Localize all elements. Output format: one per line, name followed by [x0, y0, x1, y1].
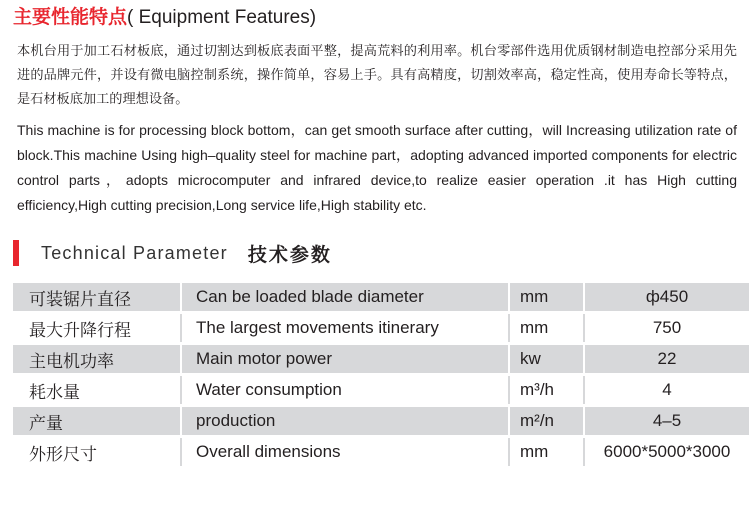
param-unit: mm — [508, 314, 583, 342]
param-name-en: The largest movements itinerary — [180, 314, 508, 342]
technical-heading — [13, 238, 332, 268]
table-row — [13, 438, 749, 466]
parameter-table — [13, 280, 749, 469]
table-row — [13, 283, 749, 311]
param-name-en: production — [180, 407, 508, 435]
param-name-zh: 外形尺寸 — [29, 444, 97, 465]
param-name-en: Overall dimensions — [180, 438, 508, 466]
features-description-zh: 本机台用于加工石材板底，通过切割达到板底表面平整，提高荒料的利用率。机台零部件选用优质钢材制造电控部分采用先进的品牌元件，并设有微电脑控制系统，操作简单，容易上手。具有高精度，切割效率高，稳定性高，使用寿命长等特点，是石材板底加工的理想设备。 — [17, 44, 737, 107]
param-unit: mm — [508, 283, 583, 311]
heading-marker — [13, 240, 19, 266]
param-unit: m³/h — [508, 376, 583, 404]
param-name-zh: 耗水量 — [29, 382, 80, 403]
technical-title-zh: 技术参数 — [247, 243, 332, 266]
table-row — [13, 314, 749, 342]
param-value: 6000*5000*3000 — [583, 438, 749, 466]
param-unit: mm — [508, 438, 583, 466]
param-value: ф450 — [583, 283, 749, 311]
param-name-zh: 可装锯片直径 — [13, 283, 180, 311]
param-value: 22 — [583, 345, 749, 373]
param-value: 4–5 — [583, 407, 749, 435]
param-name-en: Can be loaded blade diameter — [180, 283, 508, 311]
param-name-en: Main motor power — [180, 345, 508, 373]
table-row — [13, 407, 749, 435]
param-name-zh: 最大升降行程 — [29, 320, 131, 341]
table-row — [13, 345, 749, 373]
param-unit: m²/n — [508, 407, 583, 435]
features-heading — [13, 4, 316, 31]
features-description-en: This machine is for processing block bottom，can get smooth surface after cutting，will Increasing utilization rate of block.This machine Using high–quality steel for machine part，adopting advanced imported components for electric control parts，adopts microcomputer and infrared device,to realize easier operation .it has High cutting efficiency,High cutting precision,Long service life,High stability etc. — [17, 122, 737, 213]
param-name-en: Water consumption — [180, 376, 508, 404]
technical-title-en: Technical Parameter — [41, 242, 228, 263]
table-row — [13, 376, 749, 404]
param-value: 4 — [583, 376, 749, 404]
features-title-en: ( Equipment Features) — [127, 7, 317, 28]
param-unit: kw — [508, 345, 583, 373]
features-title-zh: 主要性能特点 — [13, 6, 128, 28]
param-name-zh: 主电机功率 — [13, 345, 180, 373]
param-value: 750 — [583, 314, 749, 342]
param-name-zh: 产量 — [13, 407, 180, 435]
